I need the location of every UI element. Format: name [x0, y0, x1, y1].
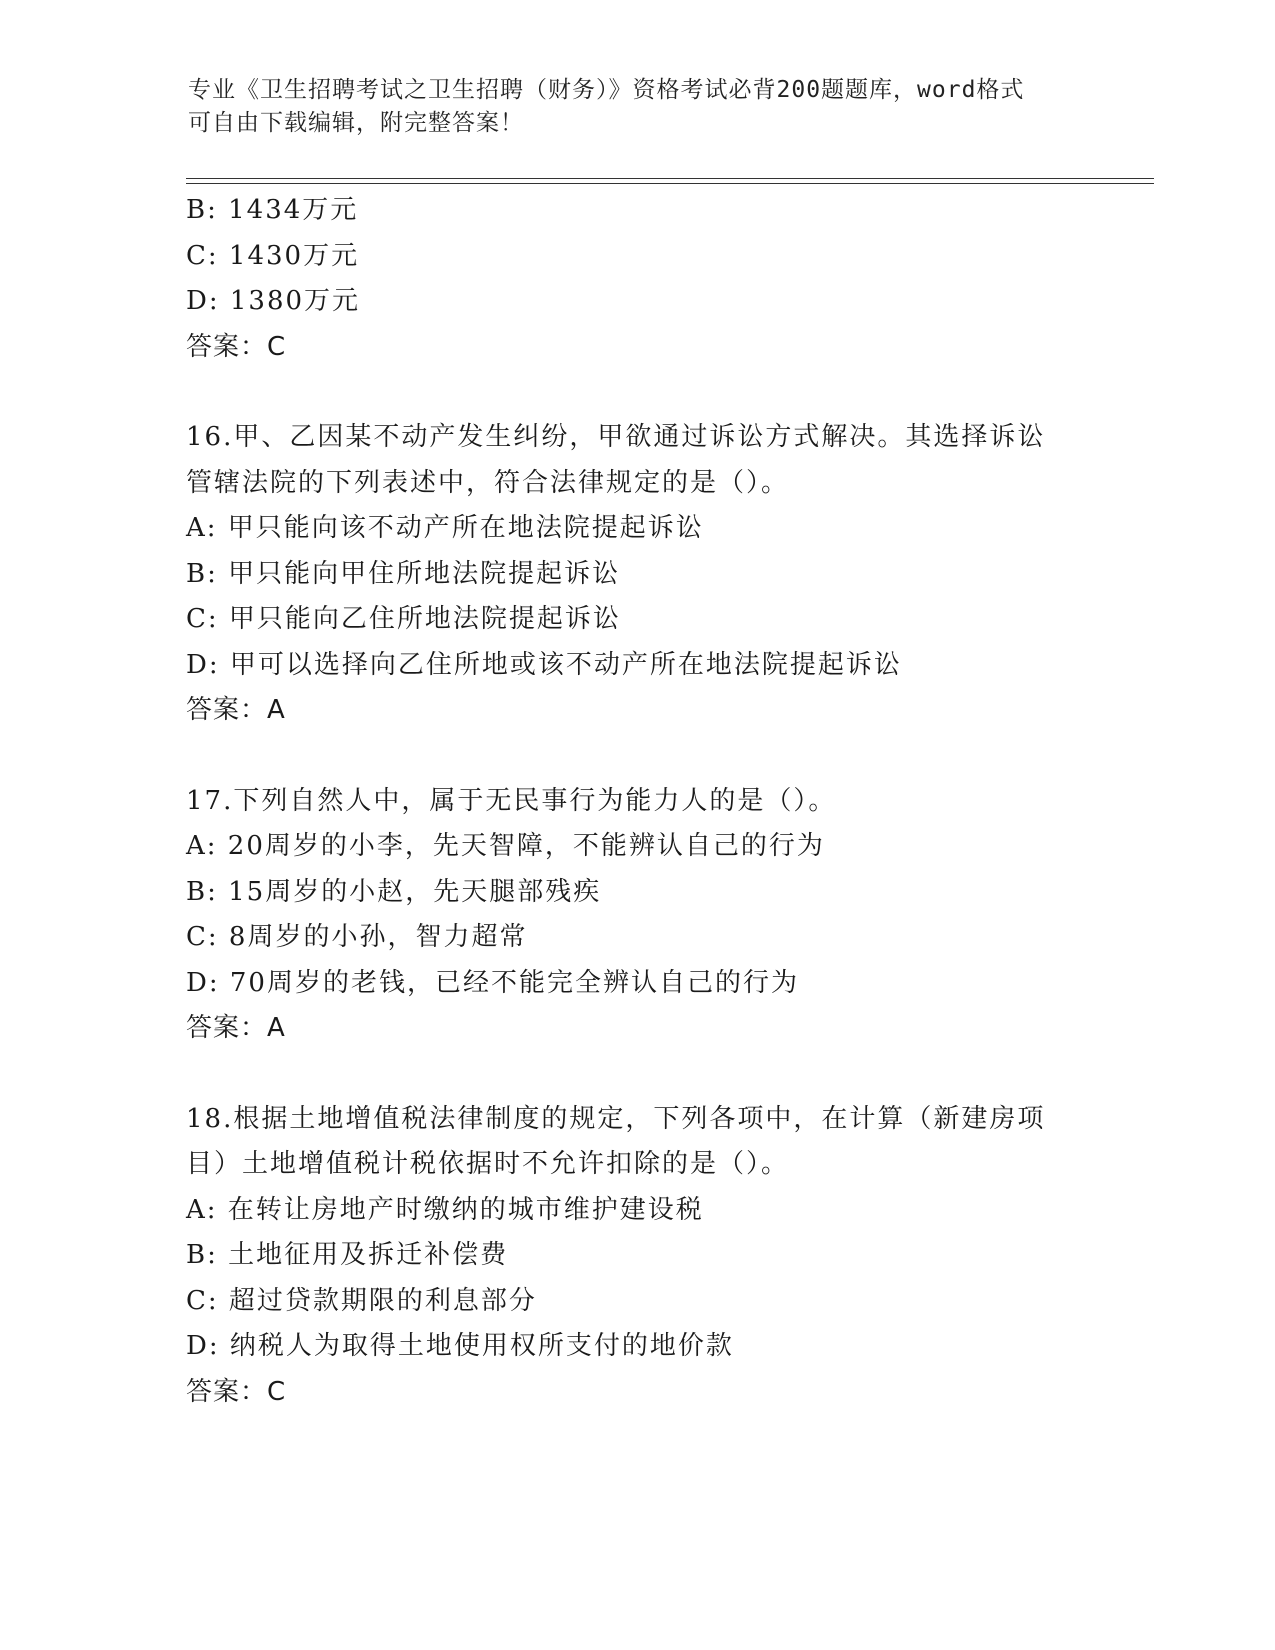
answer-line: 答案：A: [186, 1013, 286, 1043]
header-line-2: 可自由下载编辑，附完整答案！: [188, 110, 524, 136]
answer-line: 答案：A: [186, 695, 286, 725]
previous-question-tail: [186, 188, 1086, 370]
header-line-1: 专业《卫生招聘考试之卫生招聘（财务）》资格考试必背200题题库，word格式: [188, 77, 1025, 103]
option-a: A: 在转让房地产时缴纳的城市维护建设税: [186, 1194, 704, 1225]
answer-line: 答案：C: [186, 331, 287, 362]
option-c: C: 超过贷款期限的利息部分: [186, 1285, 537, 1316]
option-d: D: 纳税人为取得土地使用权所支付的地价款: [186, 1331, 734, 1361]
option-d: D: 1380万元: [186, 286, 361, 316]
question-stem-line: 管辖法院的下列表述中，符合法律规定的是（）。: [186, 467, 790, 498]
question-18: [186, 1097, 1086, 1416]
option-c: C: 1430万元: [186, 240, 360, 271]
option-c: C: 8周岁的小孙，智力超常: [186, 922, 528, 952]
option-c: C: 甲只能向乙住所地法院提起诉讼: [186, 604, 621, 634]
option-b: B: 甲只能向甲住所地法院提起诉讼: [186, 558, 621, 589]
answer-line: 答案：C: [186, 1376, 287, 1407]
header-divider-bottom: [186, 183, 1154, 184]
option-b: B: 1434万元: [186, 195, 359, 225]
document-header: [188, 74, 1068, 140]
question-stem-line: 16.甲、乙因某不动产发生纠纷，甲欲通过诉讼方式解决。其选择诉讼: [186, 422, 1046, 452]
option-d: D: 70周岁的老钱，已经不能完全辨认自己的行为: [186, 967, 799, 998]
question-17: [186, 779, 1086, 1052]
question-16: [186, 415, 1086, 734]
option-a: A: 甲只能向该不动产所在地法院提起诉讼: [186, 513, 704, 543]
question-stem-line: 17.下列自然人中，属于无民事行为能力人的是（）。: [186, 785, 837, 816]
option-b: B: 15周岁的小赵，先天腿部残疾: [186, 876, 602, 907]
header-divider-top: [186, 178, 1154, 179]
option-b: B: 土地征用及拆迁补偿费: [186, 1240, 509, 1270]
question-list: [186, 188, 1086, 1415]
question-stem-line: 18.根据土地增值税法律制度的规定，下列各项中，在计算（新建房项: [186, 1103, 1046, 1134]
question-stem-line: 目）土地增值税计税依据时不允许扣除的是（）。: [186, 1149, 790, 1179]
option-d: D: 甲可以选择向乙住所地或该不动产所在地法院提起诉讼: [186, 649, 902, 680]
option-a: A: 20周岁的小李，先天智障，不能辨认自己的行为: [186, 831, 825, 861]
